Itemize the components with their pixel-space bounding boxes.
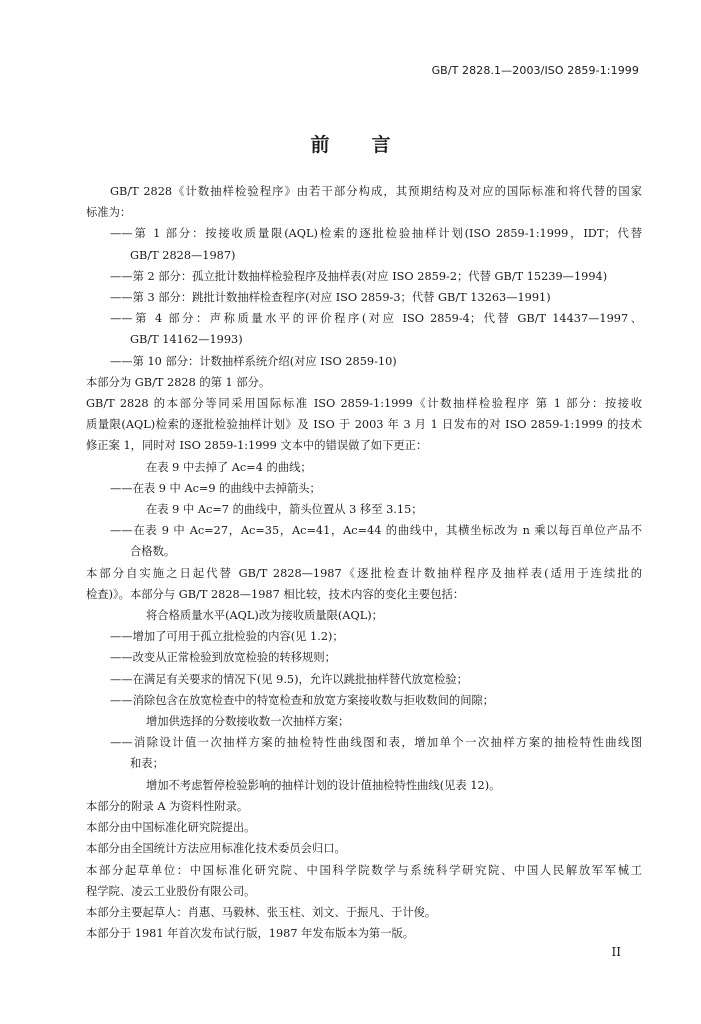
text-line: 本部分于 1981 年首次发布试行版，1987 年发布版本为第一版。 [86,927,415,941]
list-item: 将合格质量水平(AQL)改为接收质量限(AQL)； [146,609,383,623]
list-item: 在表 9 中 Ac=7 的曲线中，箭头位置从 3 移至 3.15； [146,503,423,517]
document-body [86,181,642,944]
list-item: ——消除设计值一次抽样方案的抽检特性曲线图和表，增加单个一次抽样方案的抽检特性曲线图 [110,736,642,750]
list-item: ——第 4 部分：声称质量水平的评价程序(对应 ISO 2859-4；代替 GB/T 14437—1997、 [110,312,642,326]
list-item: 在表 9 中去掉了 Ac=4 的曲线； [146,460,312,474]
list-item: ——在满足有关要求的情况下(见 9.5)，允许以跳批抽样替代放宽检验； [110,672,468,686]
text-line: 本部分自实施之日起代替 GB/T 2828—1987《逐批检查计数抽样程序及抽样表(适用于连续批的 [86,566,642,580]
list-item: ——在表 9 中 Ac=9 的曲线中去掉箭头； [110,481,321,495]
list-item: 增加不考虑暂停检验影响的抽样计划的设计值抽检特性曲线(见表 12)。 [146,778,501,792]
text-line: 质量限(AQL)检索的逐批检验抽样计划》及 ISO 于 2003 年 3 月 1 日发布的对 ISO 2859-1:1999 的技术 [86,418,642,432]
text-line: 本部分主要起草人：肖惠、马毅林、张玉柱、刘文、于振凡、于计俊。 [86,905,437,919]
text-line: 程学院、凌云工业股份有限公司。 [86,884,256,898]
text-line: GB/T 2828《计数抽样检验程序》由若干部分构成，其预期结构及对应的国际标准和将代替的国家 [110,185,642,198]
text-line: 修正案 1，同时对 ISO 2859-1:1999 文本中的错误做了如下更正： [86,439,428,453]
text-line: 本部分的附录 A 为资料性附录。 [86,799,249,813]
text-line: 检查)》。本部分与 GB/T 2828—1987 相比较，技术内容的变化主要包括： [86,587,465,601]
list-item: ——第 1 部分：按接收质量限(AQL)检索的逐批检验抽样计划(ISO 2859-1:1999，IDT；代替 [110,227,642,241]
page-title: 前言 [310,134,433,156]
list-item: ——增加了可用于孤立批检验的内容(见 1.2)； [110,630,344,644]
text-line: 本部分由中国标准化研究院提出。 [86,821,256,835]
text-line: GB/T 2828 的本部分等同采用国际标准 ISO 2859-1:1999《计数抽样检验程序 第 1 部分：按接收 [86,397,642,411]
text-line: 标准为： [86,206,132,220]
list-item: 增加供选择的分数接收数一次抽样方案； [146,715,350,729]
text-line: GB/T 14162—1993) [130,333,243,347]
list-item: ——第 10 部分：计数抽样系统介绍(对应 ISO 2859-10) [110,354,397,368]
standard-header: GB/T 2828.1—2003/ISO 2859-1:1999 [431,64,639,77]
list-item: ——消除包含在放宽检查中的特宽检查和放宽方案接收数与拒收数间的间隙； [110,693,495,707]
text-line: 本部分为 GB/T 2828 的第 1 部分。 [86,375,271,389]
text-line: 本部分由全国统计方法应用标准化技术委员会归口。 [86,842,346,856]
text-line: GB/T 2828—1987) [130,248,236,262]
text-line: 和表； [130,757,164,771]
text-line: 本部分起草单位：中国标准化研究院、中国科学院数学与系统科学研究院、中国人民解放军军械工 [86,863,642,877]
list-item: ——在表 9 中 Ac=27，Ac=35，Ac=41，Ac=44 的曲线中，其横坐标改为 n 乘以每百单位产品不 [110,524,642,538]
list-item: ——第 3 部分：跳批计数抽样检查程序(对应 ISO 2859-3；代替 GB/T 13263—1991) [110,291,551,305]
text-line: 合格数。 [130,545,176,559]
list-item: ——改变从正常检验到放宽检验的转移规则； [110,651,336,665]
page-number: II [611,945,621,959]
list-item: ——第 2 部分：孤立批计数抽样检验程序及抽样表(对应 ISO 2859-2；代替 GB/T 15239—1994) [110,269,608,283]
